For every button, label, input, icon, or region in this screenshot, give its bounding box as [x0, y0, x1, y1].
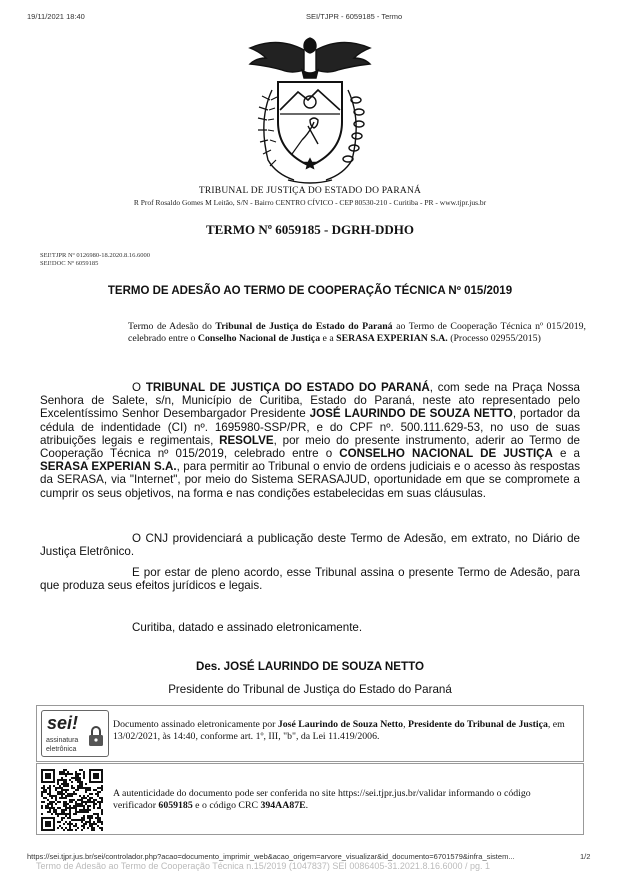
- term-number: TERMO Nº 6059185 - DGRH-DDHO: [206, 222, 414, 237]
- print-page-title: SEI/TJPR - 6059185 - Termo: [306, 12, 403, 21]
- signer-name: Des. JOSÉ LAURINDO DE SOUZA NETTO: [195, 660, 425, 673]
- print-page-number: 1/2: [580, 852, 591, 861]
- body-paragraph-2: O CNJ providenciará a publicação deste Termo de Adesão, em extrato, no Diário de Justiça Eletrônico.: [40, 532, 580, 559]
- document-heading: TERMO DE ADESÃO AO TERMO DE COOPERAÇÃO TÉCNICA Nº 015/2019: [107, 285, 513, 297]
- summary-paragraph: Termo de Adesão do Tribunal de Justiça do Estado do Paraná ao Termo de Cooperação Técnica nº 015/2019, celebrado entre o Conselho Nacional de Justiça e a SERASA EXPERIAN S.A. (Processo 02955/2015): [128, 321, 586, 344]
- authenticity-box: [36, 763, 584, 835]
- body-paragraph-1: O TRIBUNAL DE JUSTIÇA DO ESTADO DO PARANÁ, com sede na Praça Nossa Senhora de Salete, s/n, Município de Curitiba, Estado do Paraná, neste ato representado pelo Excelentíssimo Senhor Desembargador Presidente JOSÉ LAURINDO DE SOUZA NETTO, portador da cédula de indentidade (CI) nº. 1695980-SSP/PR, e do CPF nº. 500.111.629-53, no uso de suas atribuições legais e regimentais, RESOLVE, por meio do presente instrumento, aderir ao Termo de Cooperação Técnica nº 015/2019, celebrado entre o CONSELHO NACIONAL DE JUSTIÇA e a SERASA EXPERIAN S.A., para permitir ao Tribunal o envio de ordens judiciais e o acesso às respostas da SERASA, via "Internet", por meio do Sistema SERASAJUD, oportunidade em que se compromete a cumprir os seus objetivos, na forma e nas condições estabelecidas em suas cláusulas.: [40, 381, 580, 500]
- padlock-icon: [88, 725, 104, 747]
- print-url: https://sei.tjpr.jus.br/sei/controlador.php?acao=documento_imprimir_web&acao_origem=arvore_visualizar&id_documento=6701579&infra_sistem...: [27, 852, 515, 861]
- process-reference: SEI!TJPR Nº 0126980-18.2020.8.16.6000: [40, 252, 150, 259]
- body-paragraph-3: E por estar de pleno acordo, esse Tribunal assina o presente Termo de Adesão, para que produza seus efeitos jurídicos e legais.: [40, 566, 580, 593]
- document-reference: SEI!DOC Nº 6059185: [40, 260, 99, 267]
- document-footer-reference: Termo de Adesão ao Termo de Cooperação Técnica n.15/2019 (1047837) SEI 0086405-31.2021.8.16.6000 / pg. 1: [36, 861, 490, 871]
- sei-signature-logo-icon: sei! assinatura eletrônica: [41, 710, 109, 757]
- authenticity-statement: A autenticidade do documento pode ser conferida no site https://sei.tjpr.jus.br/validar informando o código verificador 6059185 e o código CRC 394AA87E.: [113, 788, 531, 811]
- signer-role: Presidente do Tribunal de Justiça do Estado do Paraná: [168, 683, 452, 696]
- print-datetime: 19/11/2021 18:40: [27, 12, 85, 21]
- place-date-line: Curitiba, datado e assinado eletronicamente.: [132, 621, 363, 634]
- court-name: TRIBUNAL DE JUSTIÇA DO ESTADO DO PARANÁ: [198, 186, 422, 196]
- court-address: R Prof Rosaldo Gomes M Leitão, S/N - Bairro CENTRO CÍVICO - CEP 80530-210 - Curitiba - PR - www.tjpr.jus.br: [133, 198, 487, 207]
- electronic-signature-box: [36, 705, 584, 762]
- signature-statement: Documento assinado eletronicamente por José Laurindo de Souza Netto, Presidente do Tribunal de Justiça, em 13/02/2021, às 14:40, conforme art. 1º, III, "b", da Lei 11.419/2006.: [113, 719, 565, 742]
- qr-code-icon: [41, 769, 103, 831]
- parana-coat-of-arms-icon: [228, 30, 392, 186]
